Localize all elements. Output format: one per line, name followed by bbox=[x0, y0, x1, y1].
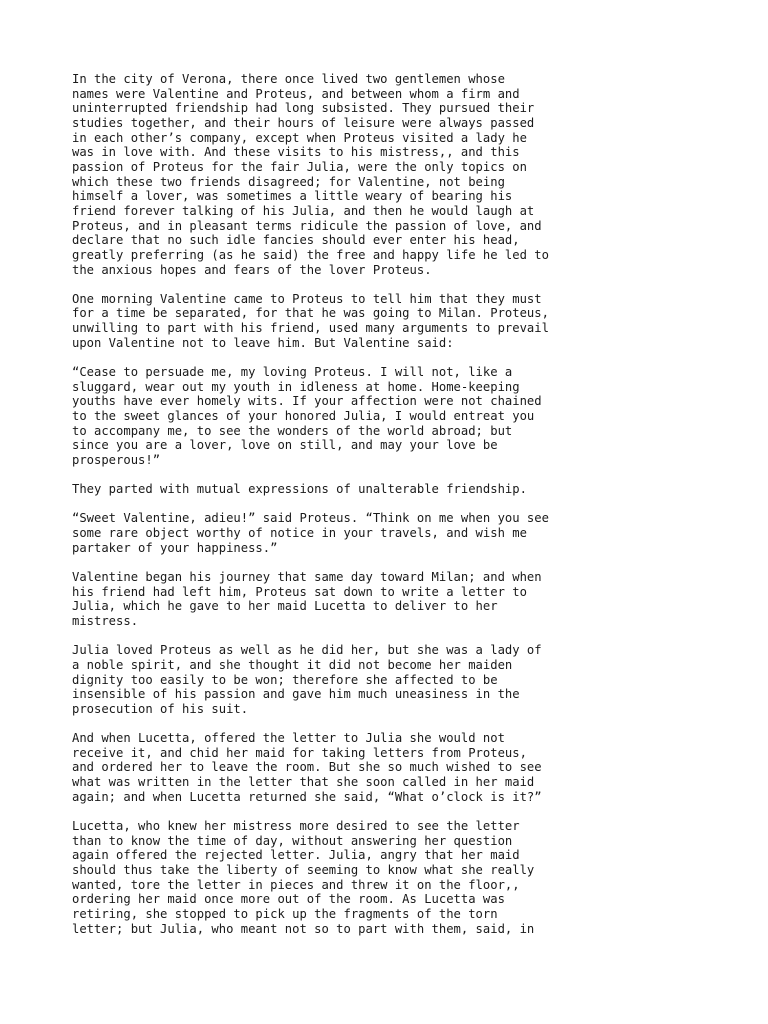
paragraph: Lucetta, who knew her mistress more desired to see the letter than to know the time of day, without answering her question again offered the rejected letter. Julia, angry that her maid should thus take the liberty of seeming to know what she really wanted, tore the letter in pieces and threw it on the floor,, ordering her maid once more out of the room. As Lucetta was retiring, she stopped to pick up the fragments of the torn letter; but Julia, who meant not so to part with them, said, in bbox=[72, 818, 535, 936]
paragraph: “Cease to persuade me, my loving Proteus. I will not, like a sluggard, wear out my youth in idleness at home. Home-keeping youths have ever homely wits. If your affection were not chained to the sweet glances of your honored Julia, I would entreat you to accompany me, to see the wonders of the world abroad; but since you are a lover, love on still, and may your love be prosperous!” bbox=[72, 365, 542, 467]
paragraph: And when Lucetta, offered the letter to Julia she would not receive it, and chid her maid for taking letters from Proteus, and ordered her to leave the room. But she so much wished to see what was written in the letter that she soon called in her maid again; and when Lucetta returned she said, “What o’clock is it?” bbox=[72, 731, 542, 804]
paragraph: Valentine began his journey that same day toward Milan; and when his friend had left him, Proteus sat down to write a letter to Julia, which he gave to her maid Lucetta to deliver to her mistress. bbox=[72, 570, 542, 628]
paragraph: Julia loved Proteus as well as he did her, but she was a lady of a noble spirit, and she thought it did not become her maiden dignity too easily to be won; therefore she affected to be insensible of his passion and gave him much uneasiness in the prosecution of his suit. bbox=[72, 643, 542, 716]
paragraph: One morning Valentine came to Proteus to tell him that they must for a time be separated, for that he was going to Milan. Proteus, unwilling to part with his friend, used many arguments to prevail upon Valentine not to leave him. But Valentine said: bbox=[72, 291, 549, 350]
paragraph: In the city of Verona, there once lived two gentlemen whose names were Valentine and Proteus, and between whom a firm and uninterrupted friendship had long subsisted. They pursued their studies together, and their hours of leisure were always passed in each other’s company, except when Proteus visited a lady he was in love with. And these visits to his mistress,, and this passion of Proteus for the fair Julia, were the only topics on which these two friends disagreed; for Valentine, not being himself a lover, was sometimes a little weary of bearing his friend forever talking of his Julia, and then he would laugh at Proteus, and in pleasant terms ridicule the passion of love, and declare that no such idle fancies should ever enter his head, greatly preferring (as he said) the free and happy life he led to the anxious hopes and fears of the lover Proteus. bbox=[72, 72, 549, 277]
paragraph: “Sweet Valentine, adieu!” said Proteus. “Think on me when you see some rare object worthy of notice in your travels, and wish me partaker of your happiness.” bbox=[72, 511, 549, 555]
document-page bbox=[72, 72, 692, 951]
paragraph: They parted with mutual expressions of unalterable friendship. bbox=[72, 482, 527, 497]
